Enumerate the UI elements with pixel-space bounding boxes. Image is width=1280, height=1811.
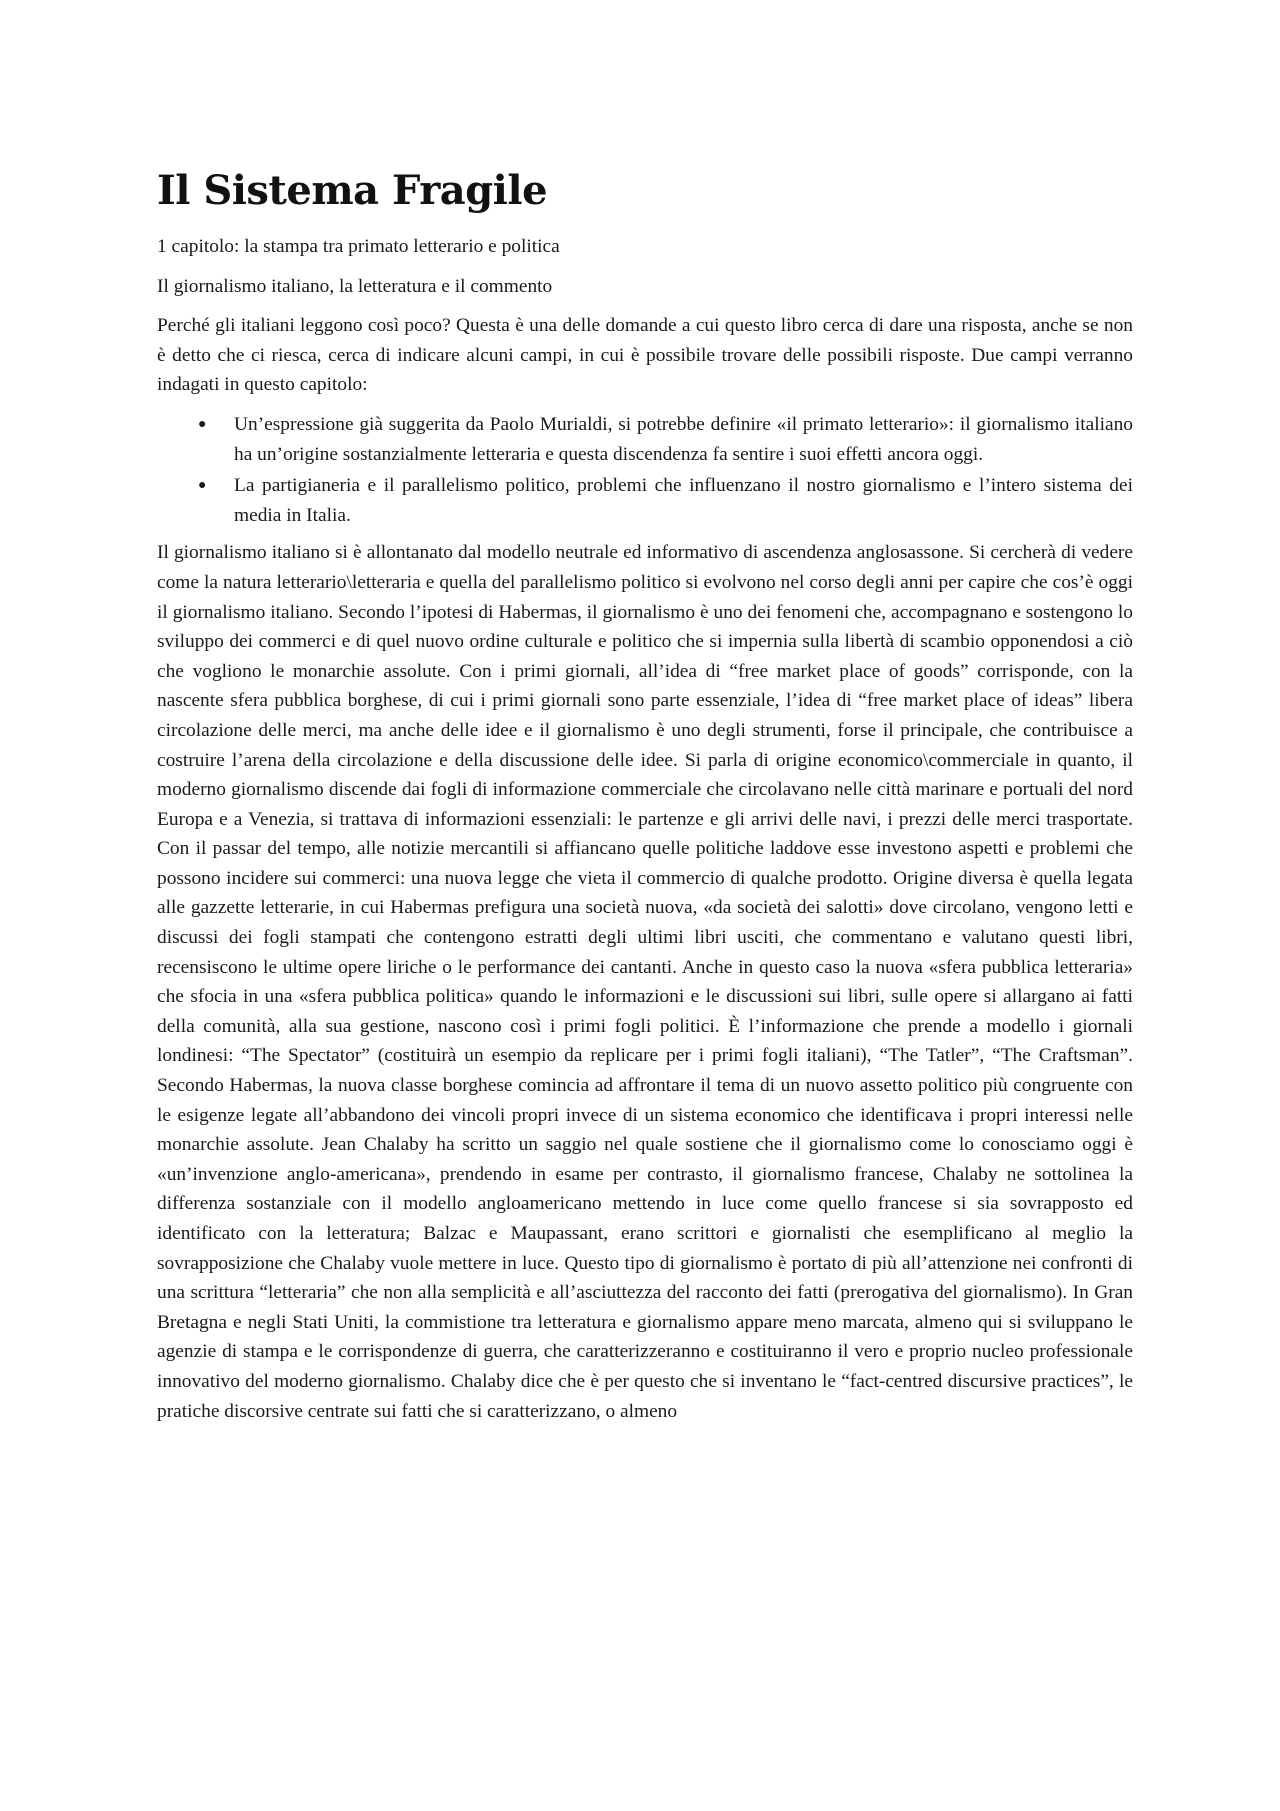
document-page (157, 150, 1133, 1436)
list-item-text: Un’espressione già suggerita da Paolo Murialdi, si potrebbe definire «il primato letterario»: il giornalismo italiano ha un’origine sostanzialmente letteraria e questa discendenza fa sentire i suoi effetti ancora oggi. (234, 413, 1133, 465)
list-item (198, 410, 1133, 469)
list-item-text: La partigianeria e il parallelismo politico, problemi che influenzano il nostro giornalismo e l’intero sistema dei media in Italia. (234, 475, 1133, 526)
intro-paragraph: Perché gli italiani leggono così poco? Questa è una delle domande a cui questo libro cerca di dare una risposta, anche se non è detto che ci riesca, cerca di indicare alcuni campi, in cui è possibile trovare delle possibili risposte. Due campi verranno indagati in questo capitolo: (157, 315, 1133, 396)
bullet-dot-icon: ● (198, 478, 207, 494)
bullet-list (157, 410, 1133, 530)
body-paragraph: Il giornalismo italiano si è allontanato dal modello neutrale ed informativo di ascendenza anglosassone. Si cercherà di vedere come la natura letterario\letteraria e quella del parallelismo politico si evolvono nel corso degli anni per capire che cos’è oggi il giornalismo italiano. Secondo l’ipotesi di Habermas, il giornalismo è uno dei fenomeni che, accompagnano e sostengono lo sviluppo dei commerci e di quel nuovo ordine culturale e politico che si impernia sulla libertà di scambio opponendosi a ciò che vogliono le monarchie assolute. Con i primi giornali, all’idea di “free market place of goods” corrisponde, con la nascente sfera pubblica borghese, di cui i primi giornali sono parte essenziale, l’idea di “free market place of ideas” libera circolazione delle merci, ma anche delle idee e il giornalismo è uno degli strumenti, forse il principale, che contribuisce a costruire l’arena della circolazione e della discussione delle idee. Si parla di origine economico\commerciale in quanto, il moderno giornalismo discende dai fogli di informazione commerciale che circolavano nelle città marinare e portuali del nord Europa e a Venezia, si trattava di informazioni essenziali: le partenze e gli arrivi delle navi, i prezzi delle merci trasportate. Con il passar del tempo, alle notizie mercantili si affiancano quelle politiche laddove esse investono aspetti e problemi che possono incidere sui commerci: una nuova legge che vieta il commercio di qualche prodotto. Origine diversa è quella legata alle gazzette letterarie, in cui Habermas prefigura una società nuova, «da società dei salotti» dove circolano, vengono letti e discussi dei fogli stampati che contengono estratti degli ultimi libri usciti, che commentano e valutano questi libri, recensiscono le ultime opere liriche o le performance dei cantanti. Anche in questo caso la nuova «sfera pubblica letteraria» che sfocia in una «sfera pubblica politica» quando le informazioni e le discussioni sui libri, sulle opere si allargano ai fatti della comunità, alla sua gestione, nascono così i primi fogli politici. È l’informazione che prende a modello i giornali londinesi: “The Spectator” (costituirà un esempio da replicare per i primi fogli italiani), “The Tatler”, “The Craftsman”. Secondo Habermas, la nuova classe borghese comincia ad affrontare il tema di un nuovo assetto politico più congruente con le esigenze legate all’abbandono dei vincoli propri invece di un sistema economico che identificava i propri interessi nelle monarchie assolute. Jean Chalaby ha scritto un saggio nel quale sostiene che il giornalismo come lo conosciamo oggi è «un’invenzione anglo-americana», prendendo in esame per contrasto, il giornalismo francese, Chalaby ne sottolinea la differenza sostanziale con il modello angloamericano mettendo in luce come quello francese si sia sovrapposto ed identificato con la letteratura; Balzac e Maupassant, erano scrittori e giornalisti che esemplificano al meglio la sovrapposizione che Chalaby vuole mettere in luce. Questo tipo di giornalismo è portato di più all’attenzione nei confronti di una scrittura “letteraria” che non alla semplicità e all’asciuttezza del racconto dei fatti (prerogativa del giornalismo). In Gran Bretagna e negli Stati Uniti, la commistione tra letteratura e giornalismo appare meno marcata, almeno qui si sviluppano le agenzie di stampa e le corrispondenze di guerra, che caratterizzeranno e costituiranno il vero e proprio nucleo professionale innovativo del moderno giornalismo. Chalaby dice che è per questo che si inventano le “fact-centred discursive practices”, le pratiche discorsive centrate sui fatti che si caratterizzano, o almeno (157, 542, 1133, 1422)
document-title: Il Sistema Fragile (157, 167, 548, 214)
chapter-subtitle: 1 capitolo: la stampa tra primato letterario e politica (157, 236, 560, 257)
section-heading: Il giornalismo italiano, la letteratura e il commento (157, 275, 553, 297)
list-item (198, 471, 1133, 530)
bullet-dot-icon: ● (198, 416, 207, 432)
